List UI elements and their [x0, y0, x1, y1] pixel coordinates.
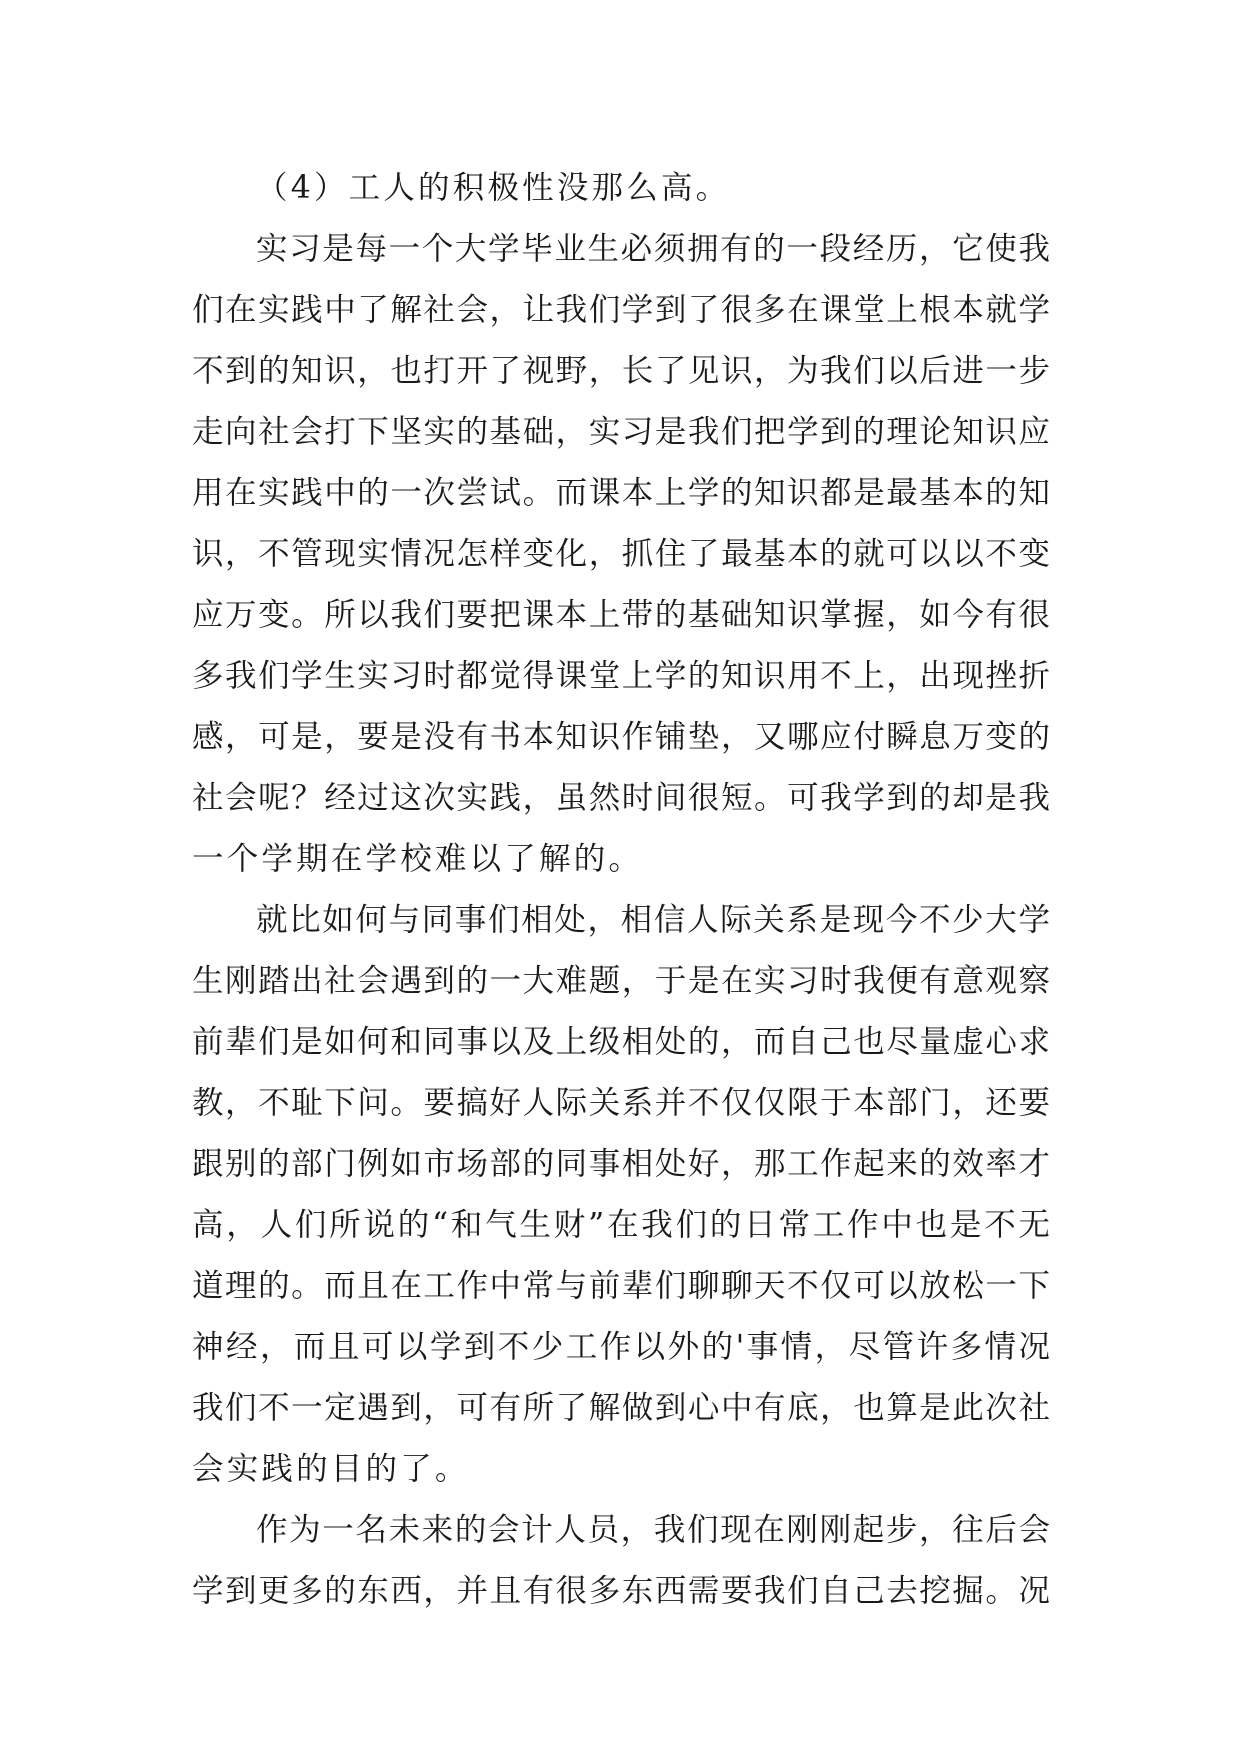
text-line: 一个学期在学校难以了解的。 [192, 841, 644, 877]
text-line: （4）工人的积极性没那么高。 [256, 170, 731, 206]
paragraph [192, 890, 1050, 1500]
text-line: 神经，而且可以学到不少工作以外的'事情，尽管许多情况 [192, 1329, 1050, 1365]
text-line: 应万变。所以我们要把课本上带的基础知识掌握，如今有很 [192, 597, 1050, 633]
paragraph [192, 158, 1050, 219]
text-line: 感，可是，要是没有书本知识作铺垫，又哪应付瞬息万变的 [192, 719, 1050, 755]
text-line: 不到的知识，也打开了视野，长了见识，为我们以后进一步 [192, 353, 1050, 389]
text-line: 走向社会打下坚实的基础，实习是我们把学到的理论知识应 [192, 414, 1050, 450]
text-line: 用在实践中的一次尝试。而课本上学的知识都是最基本的知 [192, 475, 1050, 511]
text-line: 们在实践中了解社会，让我们学到了很多在课堂上根本就学 [192, 292, 1050, 328]
text-line: 社会呢？经过这次实践，虽然时间很短。可我学到的却是我 [192, 780, 1050, 816]
text-line: 教，不耻下问。要搞好人际关系并不仅仅限于本部门，还要 [192, 1085, 1050, 1121]
text-line: 就比如何与同事们相处，相信人际关系是现今不少大学 [256, 902, 1050, 938]
text-line: 高，人们所说的“和气生财”在我们的日常工作中也是不无 [192, 1207, 1050, 1243]
text-line: 识，不管现实情况怎样变化，抓住了最基本的就可以以不变 [192, 536, 1050, 572]
paragraph [192, 219, 1050, 890]
text-line: 会实践的目的了。 [192, 1451, 470, 1487]
text-line: 多我们学生实习时都觉得课堂上学的知识用不上，出现挫折 [192, 658, 1050, 694]
body-text [192, 158, 1050, 1622]
text-line: 前辈们是如何和同事以及上级相处的，而自己也尽量虚心求 [192, 1024, 1050, 1060]
text-line: 我们不一定遇到，可有所了解做到心中有底，也算是此次社 [192, 1390, 1050, 1426]
text-line: 作为一名未来的会计人员，我们现在刚刚起步，往后会 [256, 1512, 1050, 1548]
text-line: 道理的。而且在工作中常与前辈们聊聊天不仅可以放松一下 [192, 1268, 1050, 1304]
text-line: 跟别的部门例如市场部的同事相处好，那工作起来的效率才 [192, 1146, 1050, 1182]
paragraph [192, 1500, 1050, 1622]
text-line: 生刚踏出社会遇到的一大难题，于是在实习时我便有意观察 [192, 963, 1050, 999]
text-line: 实习是每一个大学毕业生必须拥有的一段经历，它使我 [256, 231, 1050, 267]
text-line: 学到更多的东西，并且有很多东西需要我们自己去挖掘。况 [192, 1573, 1050, 1609]
